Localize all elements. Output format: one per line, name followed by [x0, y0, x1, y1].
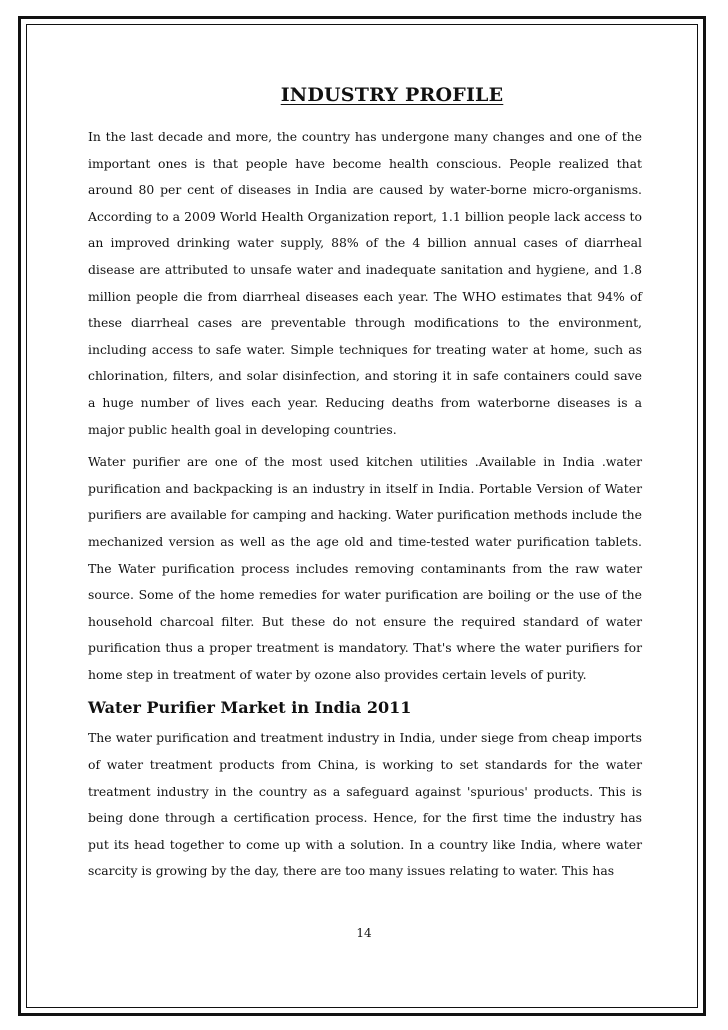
document-body: [88, 84, 642, 891]
page-number: 14: [356, 926, 372, 940]
page-title: INDUSTRY PROFILE: [280, 84, 504, 106]
paragraph-health-awareness: In the last decade and more, the country has undergone many changes and one of the important ones is that people have become health conscious. People realized that around 80 per cent of diseases in India are caused by water-borne micro-organisms. According to a 2009 World Health Organization report, 1.1 billion people lack access to an improved drinking water supply, 88% of the 4 billion annual cases of diarrheal disease are attributed to unsafe water and inadequate sanitation and hygiene, and 1.8 million people die from diarrheal diseases each year. The WHO estimates that 94% of these diarrheal cases are preventable through modifications to the environment, including access to safe water. Simple techniques for treating water at home, such as chlorination, filters, and solar disinfection, and storing it in safe containers could save a huge number of lives each year. Reducing deaths from waterborne diseases is a major public health goal in developing countries.: [88, 129, 642, 437]
paragraph-water-purifiers: Water purifier are one of the most used kitchen utilities .Available in India .water purification and backpacking is an industry in itself in India. Portable Version of Water purifiers are available for camping and hacking. Water purification methods include the mechanized version as well as the age old and time-tested water purification tablets. The Water purification process includes removing contaminants from the raw water source. Some of the home remedies for water purification are boiling or the use of the household charcoal filter. But these do not ensure the required standard of water purification thus a proper treatment is mandatory. That's where the water purifiers for home step in treatment of water by ozone also provides certain levels of purity.: [88, 454, 642, 682]
paragraph-market: The water purification and treatment industry in India, under siege from cheap imports of water treatment products from China, is working to set standards for the water treatment industry in the country as a safeguard against 'spurious' products. This is being done through a certification process. Hence, for the first time the industry has put its head together to come up with a solution. In a country like India, where water scarcity is growing by the day, there are too many issues relating to water. This has: [88, 730, 642, 879]
section-heading-market: Water Purifier Market in India 2011: [88, 698, 412, 718]
